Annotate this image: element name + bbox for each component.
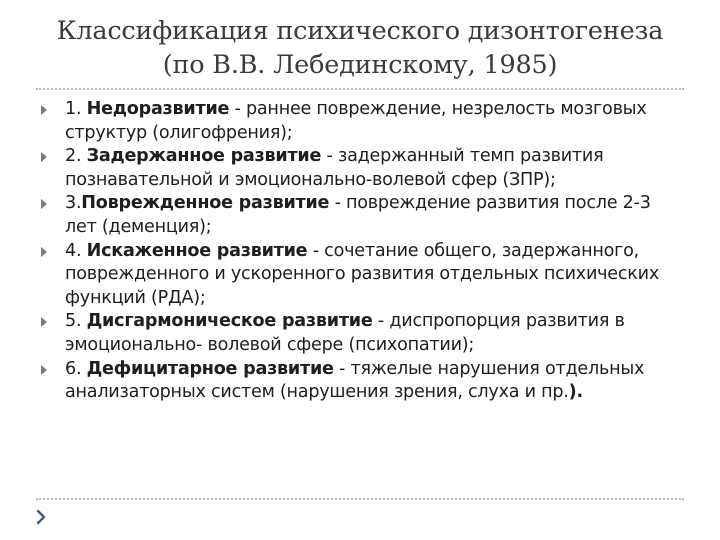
- title-divider: [36, 88, 684, 90]
- list-item: [36, 192, 686, 239]
- item-description: - диспропорция развития в эмоционально- волевой сфере (психопатии);: [65, 311, 625, 355]
- item-term: Недоразвитие: [86, 99, 230, 119]
- item-number: 5.: [65, 311, 87, 332]
- item-term: Задержанное развитие: [86, 146, 322, 167]
- item-number: 6.: [65, 358, 87, 379]
- triangle-bullet-icon: [41, 152, 47, 162]
- item-description: - тяжелые нарушения отдельных анализаторных систем (нарушения зрения, слуха и пр.: [65, 358, 645, 403]
- list-item: [36, 145, 686, 192]
- item-term: Искаженное развитие: [86, 240, 308, 261]
- slide-title-line-1: Классификация психического дизонтогенеза: [56, 16, 664, 46]
- slide-title: [40, 14, 680, 82]
- list-item: [36, 240, 686, 311]
- footer-divider: [36, 498, 684, 500]
- item-ending: ).: [568, 382, 583, 403]
- list-item: [36, 358, 686, 405]
- item-description: - сочетание общего, задержанного, поврежденного и ускоренного развития отдельных психических функций (РДА);: [65, 240, 660, 308]
- triangle-bullet-icon: [41, 105, 47, 115]
- classification-list: [36, 98, 686, 405]
- triangle-bullet-icon: [41, 199, 47, 209]
- item-term: Дефицитарное развитие: [86, 358, 334, 379]
- list-item: [36, 310, 686, 357]
- item-description: - задержанный темп развития познавательной и эмоционально-волевой сфер (ЗПР);: [65, 146, 604, 190]
- triangle-bullet-icon: [41, 247, 47, 257]
- item-number: 1.: [65, 99, 87, 119]
- list-item: [36, 98, 686, 145]
- item-number: 3.: [65, 193, 82, 214]
- next-slide-arrow-icon[interactable]: [33, 507, 53, 527]
- triangle-bullet-icon: [41, 365, 47, 375]
- item-number: 2.: [65, 146, 87, 167]
- item-description: - раннее повреждение, незрелость мозговых структур (олигофрения);: [65, 99, 647, 143]
- item-description: - повреждение развития после 2-3 лет (деменция);: [65, 193, 651, 237]
- slide-title-line-2: (по В.В. Лебединскому, 1985): [162, 50, 558, 80]
- item-term: Дисгармоническое развитие: [86, 311, 373, 332]
- item-term: Поврежденное развитие: [81, 193, 330, 214]
- triangle-bullet-icon: [41, 317, 47, 327]
- item-number: 4.: [65, 240, 87, 261]
